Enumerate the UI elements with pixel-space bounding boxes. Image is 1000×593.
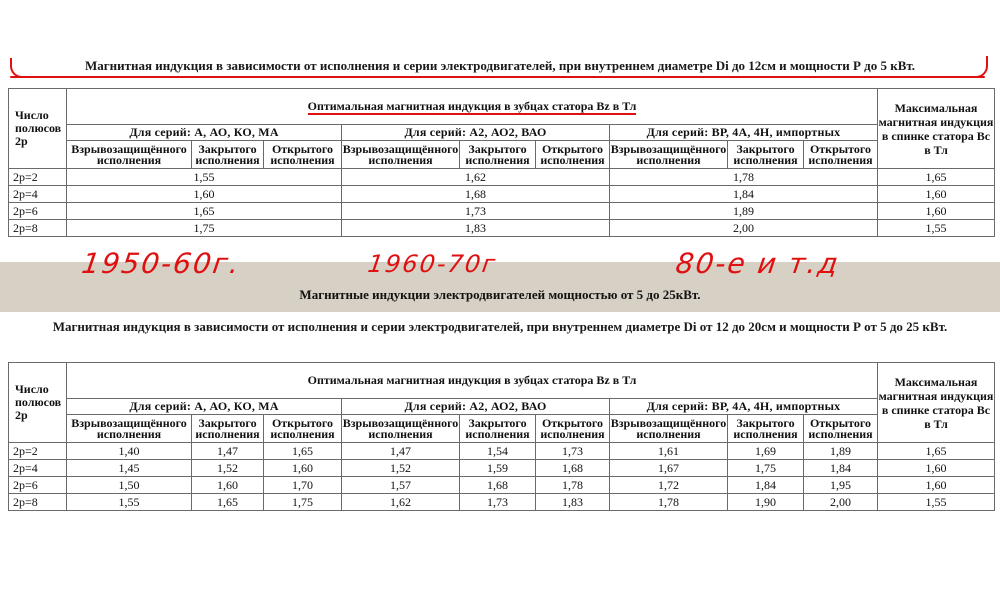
sub-header: Взрывозащищённого исполнения — [610, 141, 727, 167]
sub-header: Взрывозащищённого исполнения — [342, 415, 459, 441]
table-row — [9, 494, 995, 511]
cell-value: 1,62 — [342, 169, 610, 186]
cell-value: 1,68 — [342, 186, 610, 203]
cell-value: 1,40 — [67, 443, 192, 460]
cell-value: 1,83 — [536, 494, 610, 511]
handwritten-note: 1950-60г. — [79, 247, 243, 280]
series-header-2: Для серий: А2, АО2, ВАО — [342, 399, 610, 415]
sub-header: Открытого исполнения — [264, 141, 342, 169]
sub-header: Открытого исполнения — [536, 141, 610, 169]
poles-header: Число полюсов 2р — [9, 363, 67, 443]
max-header: Максимальная магнитная индукция в спинке статора Вс в Тл — [878, 89, 995, 169]
table-row — [9, 477, 995, 494]
cell-value: 1,72 — [610, 477, 728, 494]
sub-header: Закрытого исполнения — [728, 141, 804, 169]
band-caption: Магнитные индукции электродвигателей мощностью от 5 до 25кВт. — [299, 287, 701, 302]
cell-value: 1,95 — [804, 477, 878, 494]
table-row — [9, 203, 995, 220]
row-label: 2р=2 — [9, 443, 67, 460]
cell-value: 1,68 — [536, 460, 610, 477]
cell-value: 1,75 — [728, 460, 804, 477]
cell-value: 1,83 — [342, 220, 610, 237]
row-label: 2р=4 — [9, 460, 67, 477]
sub-header: Взрывозащищённого исполнения — [67, 415, 192, 443]
red-bracket-left — [10, 58, 24, 78]
table-row — [9, 443, 995, 460]
cell-value: 1,65 — [67, 203, 342, 220]
main-header: Оптимальная магнитная индукция в зубцах статора Bz в Тл — [67, 363, 878, 399]
cell-value: 1,47 — [342, 443, 460, 460]
cell-value: 1,60 — [67, 186, 342, 203]
cell-value: 1,73 — [342, 203, 610, 220]
row-label: 2р=4 — [9, 186, 67, 203]
cell-value: 1,60 — [264, 460, 342, 477]
series-header-1: Для серий: А, АО, КО, МА — [67, 399, 342, 415]
sub-header: Взрывозащищённого исполнения — [610, 415, 727, 441]
cell-value: 1,65 — [192, 494, 264, 511]
cell-value: 1,60 — [878, 203, 995, 220]
cell-value: 1,75 — [264, 494, 342, 511]
cell-value: 1,67 — [610, 460, 728, 477]
cell-value: 1,55 — [67, 494, 192, 511]
row-label: 2р=6 — [9, 477, 67, 494]
cell-value: 1,55 — [67, 169, 342, 186]
table-row — [9, 220, 995, 237]
cell-value: 1,61 — [610, 443, 728, 460]
sub-header: Закрытого исполнения — [192, 141, 264, 169]
table-row — [9, 460, 995, 477]
table-row — [9, 186, 995, 203]
sub-header: Открытого исполнения — [264, 415, 342, 443]
cell-value: 1,89 — [610, 203, 878, 220]
series-header-2: Для серий: А2, АО2, ВАО — [342, 125, 610, 141]
series-header-3: Для серий: ВР, 4А, 4Н, импортных — [610, 399, 878, 415]
cell-value: 1,65 — [878, 443, 995, 460]
row-label: 2р=8 — [9, 220, 67, 237]
cell-value: 1,75 — [67, 220, 342, 237]
row-label: 2р=2 — [9, 169, 67, 186]
red-bracket-right — [972, 56, 988, 78]
section2-title: Магнитная индукция в зависимости от исполнения и серии электродвигателей, при внутреннем диаметре Di от 12 до 20см и мощности Р от 5 до 25 кВт. — [52, 319, 948, 334]
row-label: 2р=6 — [9, 203, 67, 220]
handwritten-note: 1960-70г — [366, 250, 499, 278]
cell-value: 1,55 — [878, 220, 995, 237]
cell-value: 1,52 — [342, 460, 460, 477]
cell-value: 2,00 — [804, 494, 878, 511]
cell-value: 1,52 — [192, 460, 264, 477]
row-label: 2р=8 — [9, 494, 67, 511]
cell-value: 1,60 — [878, 477, 995, 494]
cell-value: 2,00 — [610, 220, 878, 237]
cell-value: 1,78 — [610, 494, 728, 511]
sub-header: Закрытого исполнения — [460, 415, 536, 443]
cell-value: 1,90 — [728, 494, 804, 511]
cell-value: 1,84 — [804, 460, 878, 477]
cell-value: 1,84 — [610, 186, 878, 203]
cell-value: 1,50 — [67, 477, 192, 494]
cell-value: 1,57 — [342, 477, 460, 494]
cell-value: 1,89 — [804, 443, 878, 460]
cell-value: 1,60 — [878, 186, 995, 203]
cell-value: 1,60 — [192, 477, 264, 494]
cell-value: 1,84 — [728, 477, 804, 494]
sub-header: Взрывозащищённого исполнения — [67, 141, 192, 169]
poles-header: Число полюсов 2р — [9, 89, 67, 169]
table-small-motors — [8, 88, 995, 237]
table-medium-motors — [8, 362, 995, 511]
red-underline-mark — [10, 76, 985, 78]
sub-header: Закрытого исполнения — [728, 415, 804, 443]
sub-header: Открытого исполнения — [804, 415, 878, 443]
cell-value: 1,65 — [264, 443, 342, 460]
cell-value: 1,62 — [342, 494, 460, 511]
cell-value: 1,68 — [460, 477, 536, 494]
cell-value: 1,65 — [878, 169, 995, 186]
cell-value: 1,78 — [536, 477, 610, 494]
sub-header: Открытого исполнения — [536, 415, 610, 443]
cell-value: 1,45 — [67, 460, 192, 477]
cell-value: 1,70 — [264, 477, 342, 494]
main-header: Оптимальная магнитная индукция в зубцах статора Bz в Тл — [67, 89, 878, 125]
table-row — [9, 169, 995, 186]
handwritten-note: 80-е и т.д — [673, 247, 842, 280]
cell-value: 1,60 — [878, 460, 995, 477]
sub-header: Взрывозащищённого исполнения — [342, 141, 459, 167]
sub-header: Закрытого исполнения — [460, 141, 536, 169]
max-header: Максимальная магнитная индукция в спинке статора Вс в Тл — [878, 363, 995, 443]
series-header-3: Для серий: ВР, 4А, 4Н, импортных — [610, 125, 878, 141]
cell-value: 1,69 — [728, 443, 804, 460]
cell-value: 1,47 — [192, 443, 264, 460]
section1-title: Магнитная индукция в зависимости от исполнения и серии электродвигателей, при внутреннем диаметре Di до 12см и мощности Р до 5 кВт. — [84, 58, 916, 73]
cell-value: 1,54 — [460, 443, 536, 460]
cell-value: 1,55 — [878, 494, 995, 511]
cell-value: 1,78 — [610, 169, 878, 186]
series-header-1: Для серий: А, АО, КО, МА — [67, 125, 342, 141]
cell-value: 1,73 — [460, 494, 536, 511]
cell-value: 1,73 — [536, 443, 610, 460]
cell-value: 1,59 — [460, 460, 536, 477]
sub-header: Открытого исполнения — [804, 141, 878, 169]
sub-header: Закрытого исполнения — [192, 415, 264, 443]
